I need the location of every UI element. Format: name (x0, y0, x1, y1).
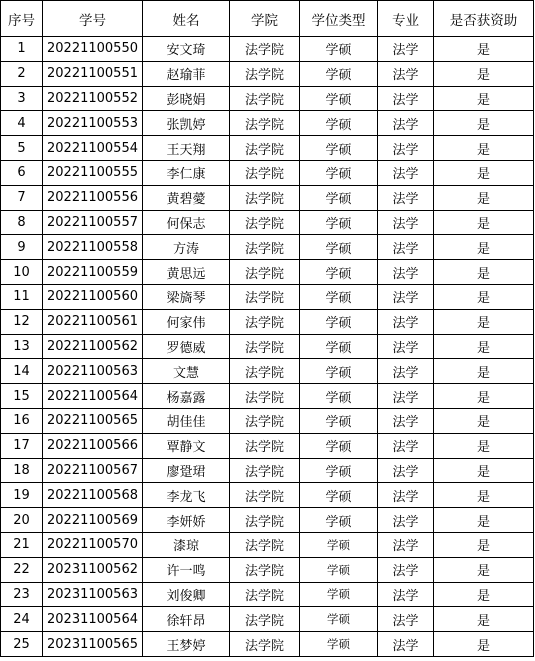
cell-name: 赵瑜菲 (143, 61, 230, 86)
cell-student-id: 20221100565 (43, 408, 143, 433)
cell-degree-type: 学硕 (300, 284, 378, 309)
cell-degree-type: 学硕 (300, 86, 378, 111)
header-major: 专业 (378, 1, 434, 37)
cell-major: 法学 (378, 408, 434, 433)
cell-student-id: 20221100563 (43, 359, 143, 384)
cell-name: 杨嘉露 (143, 384, 230, 409)
cell-degree-type: 学硕 (300, 632, 378, 657)
cell-name: 安文琦 (143, 37, 230, 62)
cell-funded: 是 (434, 384, 534, 409)
cell-name: 徐轩昂 (143, 607, 230, 632)
cell-student-id: 20221100558 (43, 235, 143, 260)
cell-student-id: 20221100552 (43, 86, 143, 111)
cell-school: 法学院 (230, 136, 300, 161)
cell-major: 法学 (378, 260, 434, 285)
table-row (1, 532, 534, 557)
cell-name: 刘俊卿 (143, 582, 230, 607)
table-row (1, 309, 534, 334)
cell-funded: 是 (434, 136, 534, 161)
table-row (1, 408, 534, 433)
cell-index: 1 (1, 37, 43, 62)
cell-name: 李仁康 (143, 160, 230, 185)
table-row (1, 111, 534, 136)
cell-index: 10 (1, 260, 43, 285)
cell-student-id: 20231100564 (43, 607, 143, 632)
table-row (1, 160, 534, 185)
cell-school: 法学院 (230, 309, 300, 334)
cell-degree-type: 学硕 (300, 210, 378, 235)
cell-index: 14 (1, 359, 43, 384)
cell-student-id: 20221100562 (43, 334, 143, 359)
cell-student-id: 20221100566 (43, 433, 143, 458)
cell-index: 7 (1, 185, 43, 210)
cell-index: 17 (1, 433, 43, 458)
cell-index: 25 (1, 632, 43, 657)
cell-degree-type: 学硕 (300, 408, 378, 433)
table-row (1, 185, 534, 210)
cell-school: 法学院 (230, 607, 300, 632)
cell-index: 21 (1, 532, 43, 557)
cell-funded: 是 (434, 433, 534, 458)
cell-student-id: 20221100555 (43, 160, 143, 185)
table-row (1, 260, 534, 285)
cell-name: 梁旖琴 (143, 284, 230, 309)
cell-index: 9 (1, 235, 43, 260)
cell-degree-type: 学硕 (300, 185, 378, 210)
cell-major: 法学 (378, 483, 434, 508)
cell-major: 法学 (378, 37, 434, 62)
cell-major: 法学 (378, 557, 434, 582)
cell-school: 法学院 (230, 483, 300, 508)
cell-student-id: 20221100554 (43, 136, 143, 161)
cell-index: 20 (1, 508, 43, 533)
header-row (1, 1, 534, 37)
cell-index: 2 (1, 61, 43, 86)
cell-index: 8 (1, 210, 43, 235)
cell-name: 方涛 (143, 235, 230, 260)
cell-major: 法学 (378, 334, 434, 359)
cell-student-id: 20221100556 (43, 185, 143, 210)
table-row (1, 284, 534, 309)
header-degree-type: 学位类型 (300, 1, 378, 37)
cell-student-id: 20221100559 (43, 260, 143, 285)
cell-index: 6 (1, 160, 43, 185)
cell-index: 13 (1, 334, 43, 359)
cell-funded: 是 (434, 284, 534, 309)
table-row (1, 136, 534, 161)
cell-degree-type: 学硕 (300, 37, 378, 62)
cell-index: 11 (1, 284, 43, 309)
cell-school: 法学院 (230, 433, 300, 458)
cell-funded: 是 (434, 260, 534, 285)
cell-degree-type: 学硕 (300, 136, 378, 161)
cell-name: 何保志 (143, 210, 230, 235)
cell-major: 法学 (378, 309, 434, 334)
cell-funded: 是 (434, 309, 534, 334)
cell-index: 18 (1, 458, 43, 483)
cell-school: 法学院 (230, 408, 300, 433)
cell-funded: 是 (434, 37, 534, 62)
table-row (1, 607, 534, 632)
cell-funded: 是 (434, 334, 534, 359)
cell-school: 法学院 (230, 284, 300, 309)
header-index: 序号 (1, 1, 43, 37)
cell-degree-type: 学硕 (300, 607, 378, 632)
cell-degree-type: 学硕 (300, 111, 378, 136)
cell-school: 法学院 (230, 160, 300, 185)
cell-name: 胡佳佳 (143, 408, 230, 433)
cell-major: 法学 (378, 111, 434, 136)
cell-school: 法学院 (230, 185, 300, 210)
cell-major: 法学 (378, 86, 434, 111)
cell-major: 法学 (378, 508, 434, 533)
table-row (1, 86, 534, 111)
cell-degree-type: 学硕 (300, 433, 378, 458)
cell-name: 文慧 (143, 359, 230, 384)
cell-index: 16 (1, 408, 43, 433)
cell-major: 法学 (378, 532, 434, 557)
cell-degree-type: 学硕 (300, 260, 378, 285)
table-row (1, 582, 534, 607)
cell-funded: 是 (434, 557, 534, 582)
cell-name: 王梦婷 (143, 632, 230, 657)
cell-student-id: 20221100564 (43, 384, 143, 409)
cell-major: 法学 (378, 582, 434, 607)
table-row (1, 61, 534, 86)
cell-degree-type: 学硕 (300, 582, 378, 607)
cell-student-id: 20221100568 (43, 483, 143, 508)
table-row (1, 37, 534, 62)
cell-degree-type: 学硕 (300, 61, 378, 86)
cell-funded: 是 (434, 483, 534, 508)
cell-name: 漆琼 (143, 532, 230, 557)
cell-school: 法学院 (230, 458, 300, 483)
cell-funded: 是 (434, 532, 534, 557)
cell-index: 19 (1, 483, 43, 508)
table-row (1, 235, 534, 260)
cell-funded: 是 (434, 458, 534, 483)
cell-funded: 是 (434, 160, 534, 185)
cell-student-id: 20221100553 (43, 111, 143, 136)
cell-major: 法学 (378, 160, 434, 185)
table-row (1, 359, 534, 384)
cell-funded: 是 (434, 210, 534, 235)
cell-name: 黄思远 (143, 260, 230, 285)
cell-major: 法学 (378, 61, 434, 86)
cell-degree-type: 学硕 (300, 384, 378, 409)
cell-name: 彭晓娟 (143, 86, 230, 111)
cell-student-id: 20221100561 (43, 309, 143, 334)
cell-degree-type: 学硕 (300, 458, 378, 483)
cell-student-id: 20221100569 (43, 508, 143, 533)
table-row (1, 334, 534, 359)
header-student-id: 学号 (43, 1, 143, 37)
cell-funded: 是 (434, 632, 534, 657)
cell-index: 23 (1, 582, 43, 607)
cell-major: 法学 (378, 136, 434, 161)
table-row (1, 384, 534, 409)
cell-funded: 是 (434, 408, 534, 433)
cell-major: 法学 (378, 210, 434, 235)
cell-degree-type: 学硕 (300, 334, 378, 359)
cell-degree-type: 学硕 (300, 557, 378, 582)
cell-school: 法学院 (230, 384, 300, 409)
cell-student-id: 20231100565 (43, 632, 143, 657)
cell-funded: 是 (434, 607, 534, 632)
cell-funded: 是 (434, 111, 534, 136)
table-row (1, 508, 534, 533)
cell-funded: 是 (434, 359, 534, 384)
cell-school: 法学院 (230, 210, 300, 235)
cell-degree-type: 学硕 (300, 532, 378, 557)
cell-student-id: 20231100562 (43, 557, 143, 582)
cell-school: 法学院 (230, 111, 300, 136)
cell-major: 法学 (378, 235, 434, 260)
cell-major: 法学 (378, 433, 434, 458)
cell-major: 法学 (378, 359, 434, 384)
cell-student-id: 20221100550 (43, 37, 143, 62)
cell-student-id: 20221100560 (43, 284, 143, 309)
cell-funded: 是 (434, 235, 534, 260)
cell-school: 法学院 (230, 582, 300, 607)
cell-major: 法学 (378, 384, 434, 409)
cell-student-id: 20231100563 (43, 582, 143, 607)
cell-major: 法学 (378, 458, 434, 483)
table-row (1, 458, 534, 483)
cell-name: 王天翔 (143, 136, 230, 161)
cell-school: 法学院 (230, 37, 300, 62)
cell-index: 4 (1, 111, 43, 136)
cell-name: 许一鸣 (143, 557, 230, 582)
cell-funded: 是 (434, 508, 534, 533)
cell-school: 法学院 (230, 508, 300, 533)
cell-degree-type: 学硕 (300, 160, 378, 185)
cell-funded: 是 (434, 185, 534, 210)
cell-index: 15 (1, 384, 43, 409)
table-row (1, 483, 534, 508)
cell-school: 法学院 (230, 86, 300, 111)
cell-funded: 是 (434, 61, 534, 86)
cell-student-id: 20221100567 (43, 458, 143, 483)
cell-student-id: 20221100551 (43, 61, 143, 86)
table-row (1, 557, 534, 582)
cell-major: 法学 (378, 284, 434, 309)
cell-name: 张凯婷 (143, 111, 230, 136)
cell-student-id: 20221100557 (43, 210, 143, 235)
table-row (1, 210, 534, 235)
cell-degree-type: 学硕 (300, 235, 378, 260)
header-name: 姓名 (143, 1, 230, 37)
cell-school: 法学院 (230, 260, 300, 285)
table-row (1, 433, 534, 458)
cell-degree-type: 学硕 (300, 359, 378, 384)
cell-major: 法学 (378, 632, 434, 657)
header-school: 学院 (230, 1, 300, 37)
cell-name: 何家伟 (143, 309, 230, 334)
cell-index: 5 (1, 136, 43, 161)
cell-index: 3 (1, 86, 43, 111)
cell-index: 22 (1, 557, 43, 582)
cell-student-id: 20221100570 (43, 532, 143, 557)
cell-degree-type: 学硕 (300, 508, 378, 533)
cell-school: 法学院 (230, 334, 300, 359)
cell-name: 李龙飞 (143, 483, 230, 508)
cell-degree-type: 学硕 (300, 309, 378, 334)
cell-funded: 是 (434, 86, 534, 111)
cell-school: 法学院 (230, 632, 300, 657)
cell-school: 法学院 (230, 557, 300, 582)
header-funded: 是否获资助 (434, 1, 534, 37)
cell-school: 法学院 (230, 532, 300, 557)
cell-name: 黄碧薆 (143, 185, 230, 210)
cell-major: 法学 (378, 607, 434, 632)
cell-name: 覃静文 (143, 433, 230, 458)
cell-school: 法学院 (230, 235, 300, 260)
cell-name: 廖跫珺 (143, 458, 230, 483)
cell-funded: 是 (434, 582, 534, 607)
cell-degree-type: 学硕 (300, 483, 378, 508)
cell-index: 12 (1, 309, 43, 334)
cell-index: 24 (1, 607, 43, 632)
table-body (1, 37, 534, 657)
cell-name: 李妍娇 (143, 508, 230, 533)
cell-school: 法学院 (230, 359, 300, 384)
table-row (1, 632, 534, 657)
cell-school: 法学院 (230, 61, 300, 86)
cell-major: 法学 (378, 185, 434, 210)
cell-name: 罗德威 (143, 334, 230, 359)
